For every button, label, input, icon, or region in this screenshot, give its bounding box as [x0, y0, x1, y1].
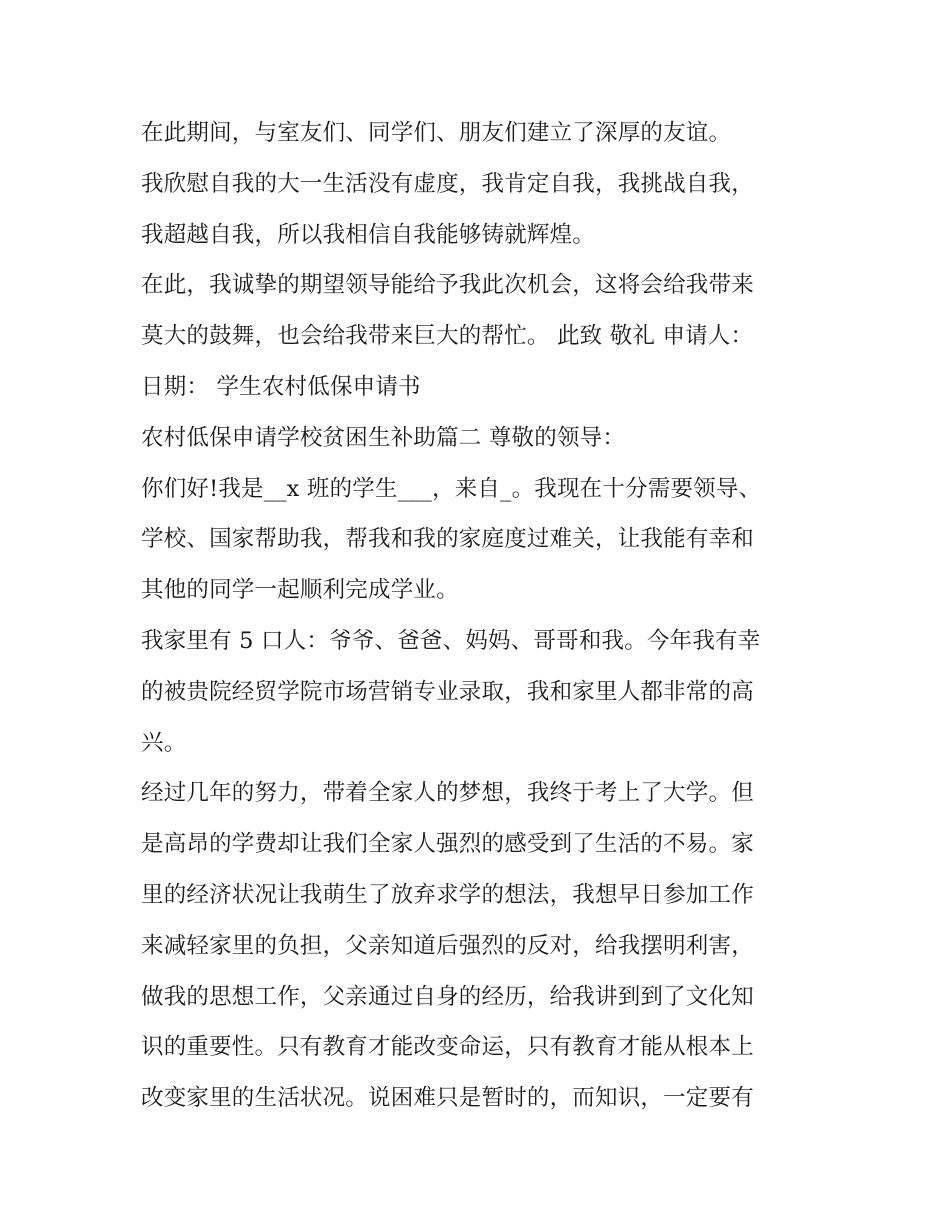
- text-line: 里的经济状况让我萌生了放弃求学的想法，我想早日参加工作: [141, 881, 754, 908]
- text-line: 经过几年的努力，带着全家人的梦想，我终于考上了大学。但: [141, 780, 754, 807]
- text-line: 在此期间，与室友们、同学们、朋友们建立了深厚的友谊。: [141, 120, 732, 146]
- text-line: 兴。: [141, 729, 187, 756]
- text-line: 莫大的鼓舞，也会给我带来巨大的帮忙。 此致 敬礼 申请人：: [141, 323, 754, 350]
- document-body: [141, 108, 821, 1124]
- text-line: 来减轻家里的负担，父亲知道后强烈的反对，给我摆明利害，: [141, 932, 754, 959]
- text-line: 改变家里的生活状况。说困难只是暂时的，而知识，一定要有: [141, 1085, 754, 1112]
- text-line: 做我的思想工作，父亲通过自身的经历，给我讲到到了文化知: [141, 983, 754, 1010]
- text-line: 学校、国家帮助我，帮我和我的家庭度过难关，让我能有幸和: [141, 526, 754, 553]
- text-line: 识的重要性。只有教育才能改变命运，只有教育才能从根本上: [141, 1034, 754, 1061]
- text-line: 我欣慰自我的大一生活没有虚度，我肯定自我，我挑战自我，: [141, 170, 754, 197]
- text-line: 农村低保申请学校贫困生补助篇二 尊敬的领导：: [141, 424, 626, 451]
- text-line: 我家里有 5 口人：爷爷、爸爸、妈妈、哥哥和我。今年我有幸: [141, 627, 761, 654]
- text-line: 是高昂的学费却让我们全家人强烈的感受到了生活的不易。家: [141, 831, 754, 858]
- text-line: 你们好!我是__x 班的学生___，来自_。我现在十分需要领导、: [141, 475, 762, 502]
- text-line: 我超越自我，所以我相信自我能够铸就辉煌。: [141, 221, 596, 248]
- text-line: 其他的同学一起顺利完成学业。: [141, 577, 459, 604]
- text-line: 日期： 学生农村低保申请书: [141, 373, 421, 400]
- text-line: 在此，我诚挚的期望领导能给予我此次机会，这将会给我带来: [141, 272, 754, 299]
- text-line: 的被贵院经贸学院市场营销专业录取，我和家里人都非常的高: [141, 678, 754, 705]
